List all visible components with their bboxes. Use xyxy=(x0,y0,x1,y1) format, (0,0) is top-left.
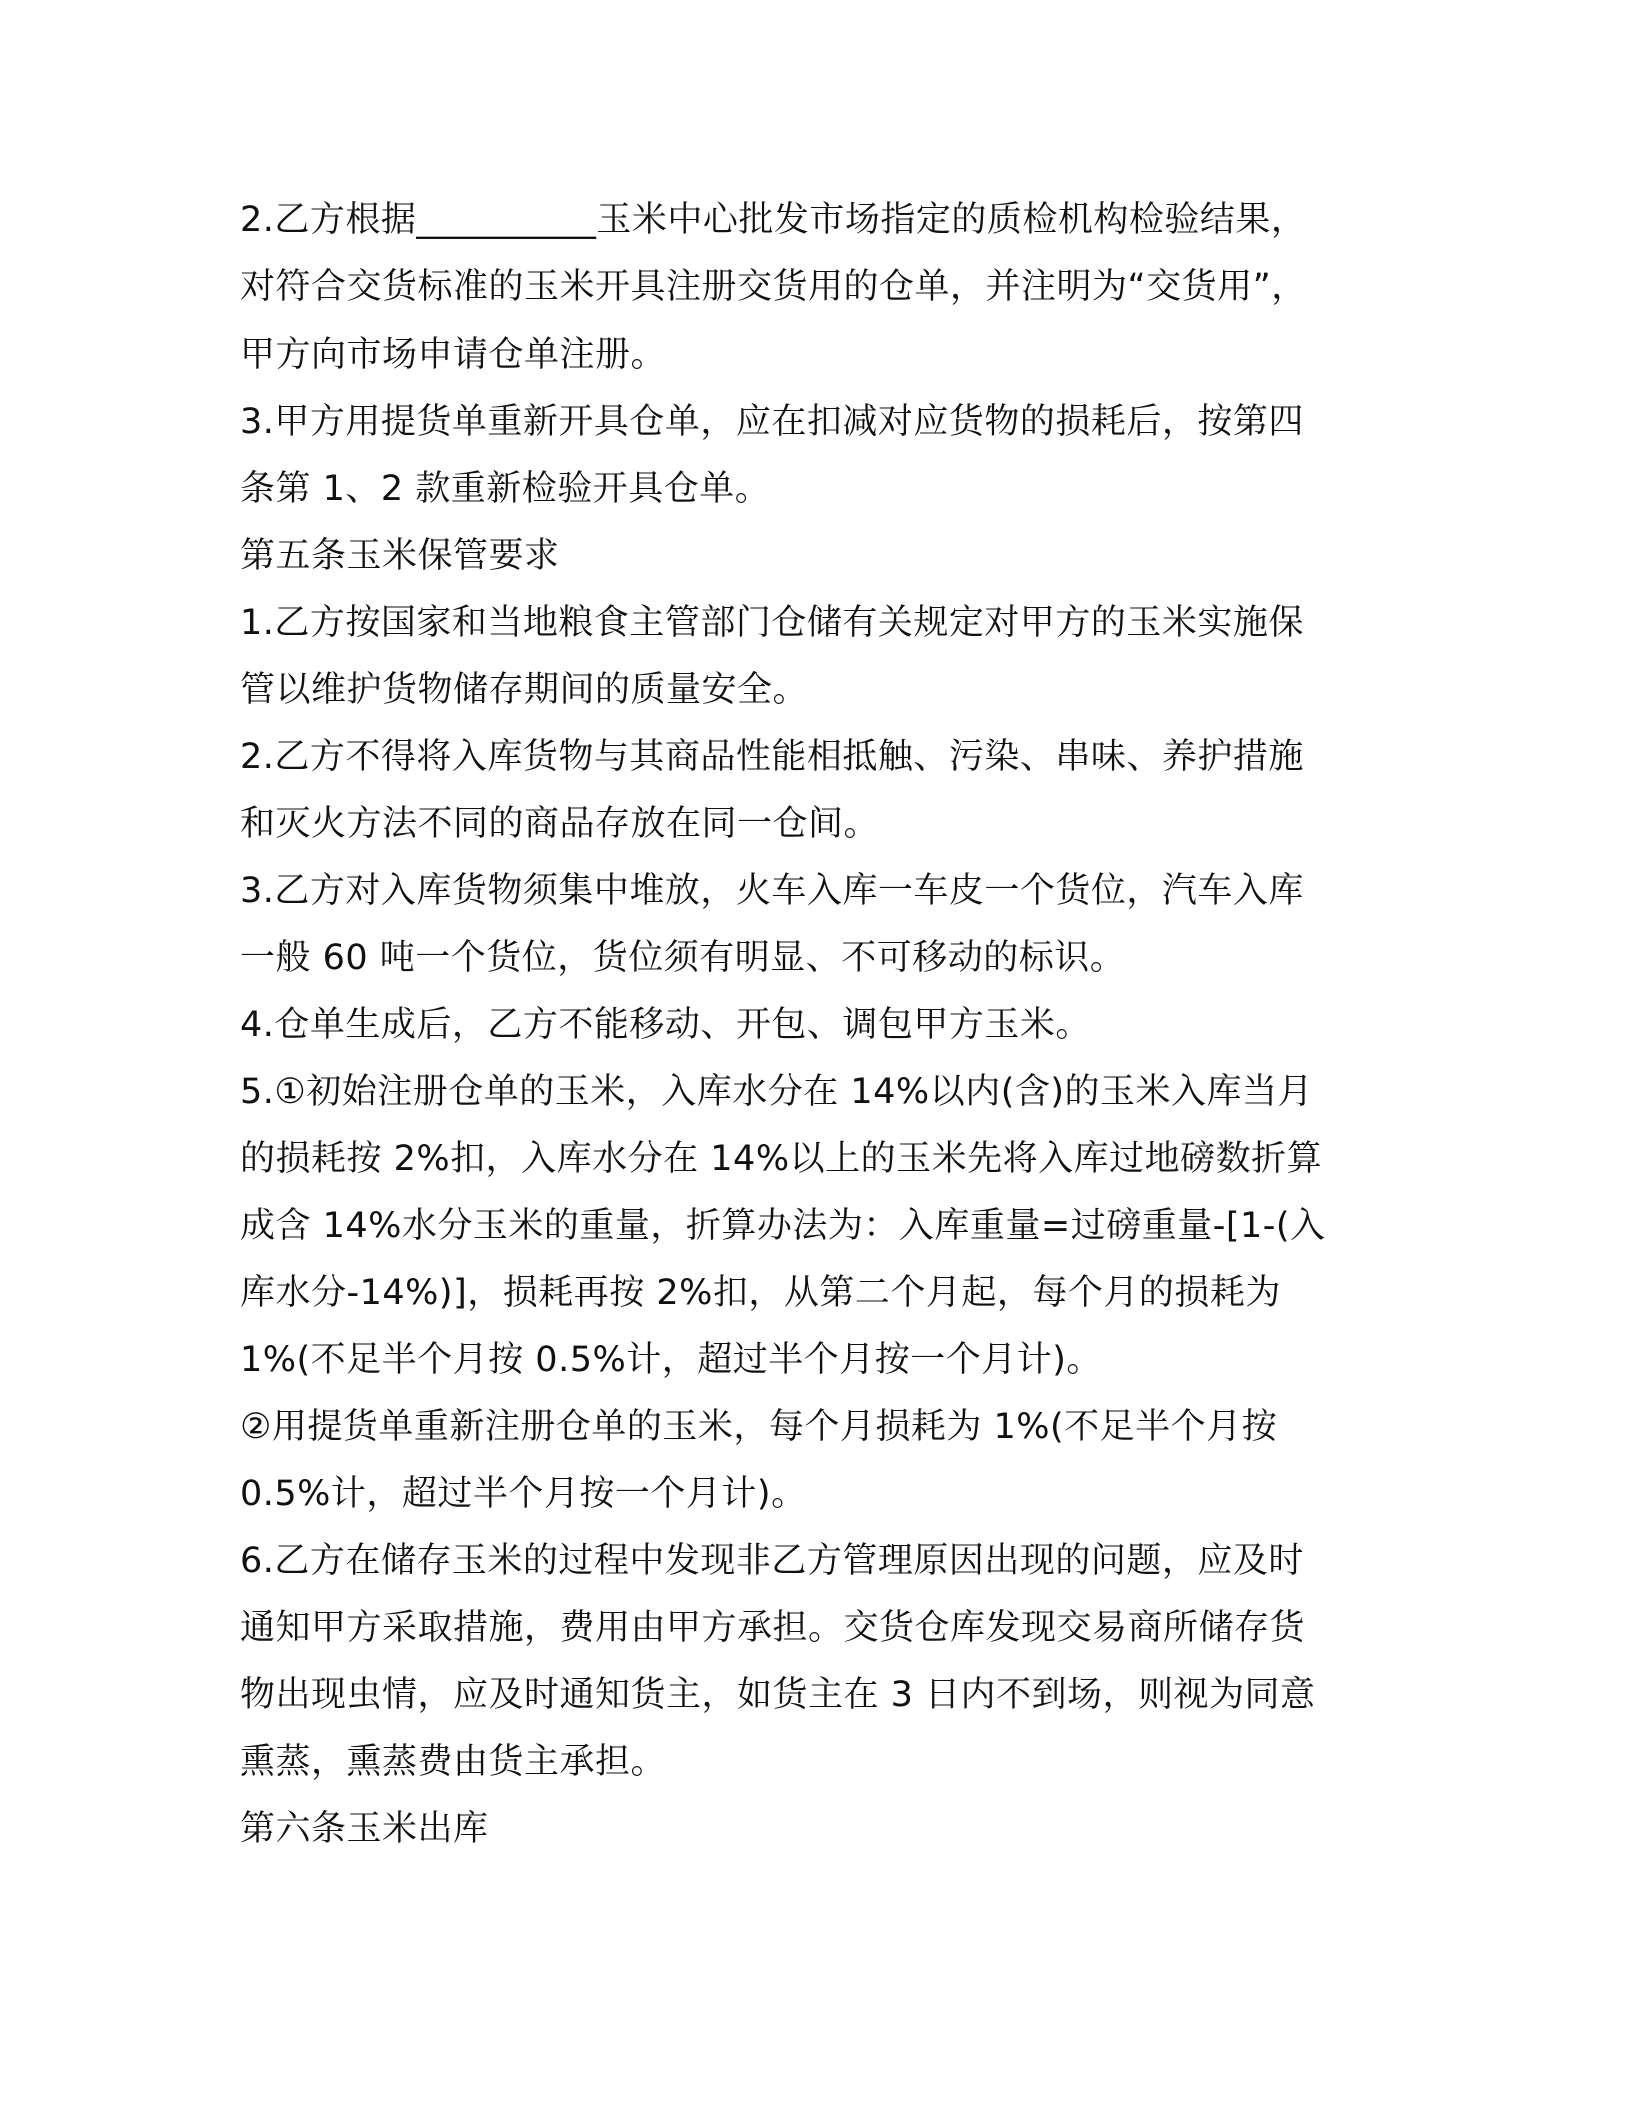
text-line: 管以维护货物储存期间的质量安全。 xyxy=(240,670,809,710)
text-line: 对符合交货标准的玉米开具注册交货用的仓单，并注明为“交货用”， xyxy=(240,267,1307,307)
article-heading: 第五条玉米保管要求 xyxy=(240,536,560,576)
text-line: 0.5%计，超过半个月按一个月计)。 xyxy=(240,1474,807,1514)
text-line: 物出现虫情，应及时通知货主，如货主在 3 日内不到场，则视为同意 xyxy=(240,1675,1316,1715)
text-line: 2.乙方根据__________玉米中心批发市场指定的质检机构检验结果， xyxy=(240,200,1307,240)
text-line: 6.乙方在储存玉米的过程中发现非乙方管理原因出现的问题，应及时 xyxy=(240,1541,1304,1581)
text-line: 熏蒸，熏蒸费由货主承担。 xyxy=(240,1742,667,1782)
text-line: 条第 1、2 款重新检验开具仓单。 xyxy=(240,469,771,509)
text-line: 的损耗按 2%扣，入库水分在 14%以上的玉米先将入库过地磅数折算 xyxy=(240,1139,1323,1179)
text-line: 和灭火方法不同的商品存放在同一仓间。 xyxy=(240,804,880,844)
text-line: 5.①初始注册仓单的玉米，入库水分在 14%以内(含)的玉米入库当月 xyxy=(240,1072,1314,1112)
text-line: 3.甲方用提货单重新开具仓单，应在扣减对应货物的损耗后，按第四 xyxy=(240,402,1304,442)
text-line: 成含 14%水分玉米的重量，折算办法为：入库重量=过磅重量-[1-(入 xyxy=(240,1206,1326,1246)
text-line: 通知甲方采取措施，费用由甲方承担。交货仓库发现交易商所储存货 xyxy=(240,1608,1306,1648)
text-line: 3.乙方对入库货物须集中堆放，火车入库一车皮一个货位，汽车入库 xyxy=(240,871,1304,911)
text-line: 甲方向市场申请仓单注册。 xyxy=(240,335,667,375)
text-line: 1%(不足半个月按 0.5%计，超过半个月按一个月计)。 xyxy=(240,1340,1102,1380)
article-heading: 第六条玉米出库 xyxy=(240,1809,489,1849)
text-line: 2.乙方不得将入库货物与其商品性能相抵触、污染、串味、养护措施 xyxy=(240,737,1304,777)
text-line: 4.仓单生成后，乙方不能移动、开包、调包甲方玉米。 xyxy=(240,1005,1091,1045)
text-line: 库水分-14%)]，损耗再按 2%扣，从第二个月起，每个月的损耗为 xyxy=(240,1273,1281,1313)
text-line: 一般 60 吨一个货位，货位须有明显、不可移动的标识。 xyxy=(240,938,1126,978)
text-line: ②用提货单重新注册仓单的玉米，每个月损耗为 1%(不足半个月按 xyxy=(240,1407,1278,1447)
text-line: 1.乙方按国家和当地粮食主管部门仓储有关规定对甲方的玉米实施保 xyxy=(240,603,1304,643)
